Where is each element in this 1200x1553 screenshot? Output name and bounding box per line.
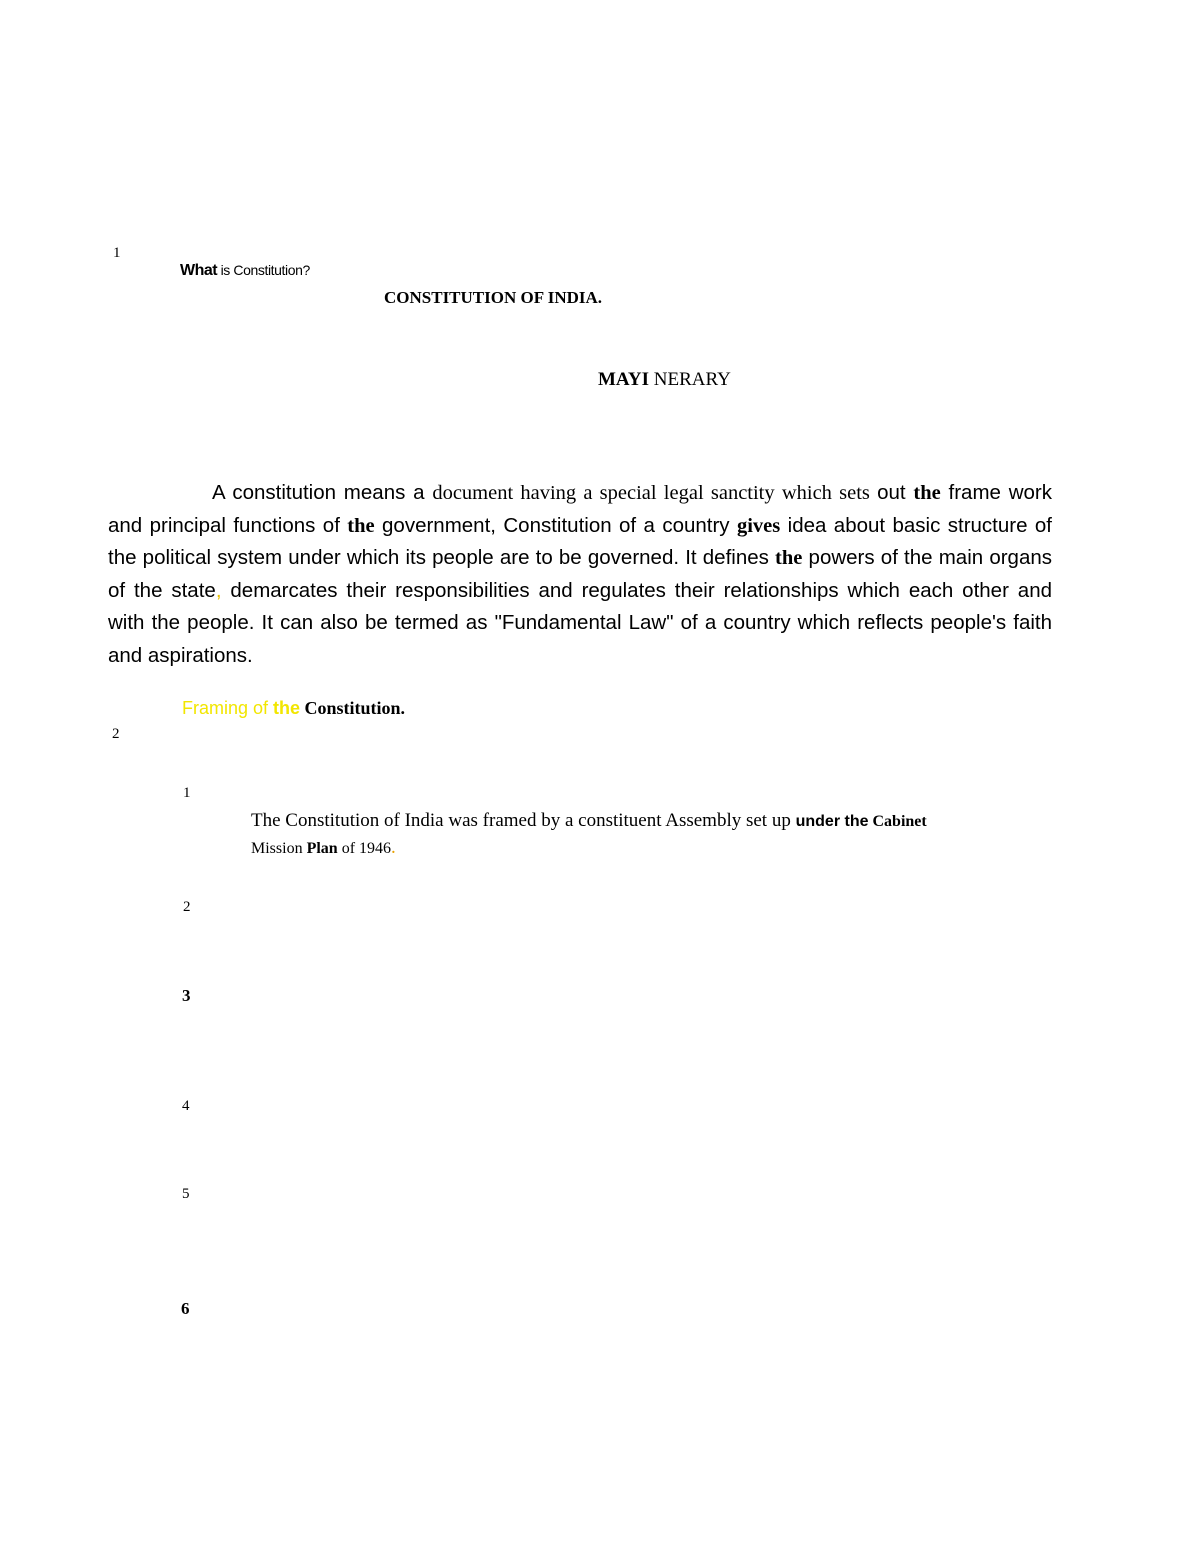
document-title: CONSTITUTION OF INDIA. — [384, 288, 603, 307]
list-item-1-text — [251, 808, 1051, 862]
question-rest: is Constitution? — [217, 262, 310, 278]
item1-text-year: of 1946 — [337, 840, 392, 857]
intro-comma: , — [215, 578, 222, 602]
intro-text-6: idea about basic structure of the political system under which its people are to be governed. It defines — [108, 513, 1052, 569]
intro-text-3: out — [877, 481, 914, 504]
intro-text-2: document having a special legal sanctity which sets — [432, 482, 878, 504]
intro-bold-gives: gives — [736, 514, 781, 537]
top-number: 1 — [113, 245, 121, 261]
author-last: NERARY — [649, 369, 731, 390]
question-bold: What — [180, 262, 218, 279]
item1-bold-under-the: under the — [795, 813, 869, 830]
section-heading — [182, 698, 405, 719]
section-heading-bold: Constitution. — [300, 698, 406, 718]
list-number-5: 5 — [182, 1186, 190, 1202]
intro-text-7: powers of the main organs of the state — [108, 546, 1052, 602]
intro-text-1: A constitution means a — [212, 481, 433, 504]
list-number-4: 4 — [182, 1098, 190, 1114]
intro-paragraph — [108, 477, 1052, 672]
item1-text-mission: Mission — [251, 840, 307, 857]
intro-text-4: frame work and principal functions of — [108, 481, 1052, 537]
list-number-1: 1 — [183, 785, 191, 801]
item1-bold-plan: Plan — [306, 840, 338, 857]
author-name — [598, 369, 731, 391]
section-number: 2 — [112, 726, 120, 742]
intro-text-5: government, Constitution of a country — [374, 513, 737, 537]
intro-bold-the-3: the — [775, 547, 803, 569]
list-number-6: 6 — [181, 1299, 190, 1318]
intro-bold-the-2: the — [347, 514, 375, 537]
item1-period: . — [391, 837, 396, 858]
author-first: MAYI — [598, 369, 650, 390]
item1-text-1: The Constitution of India was framed by a constituent Assembly set up — [251, 810, 796, 831]
section-heading-light: Framing of — [182, 698, 274, 718]
intro-bold-the-1: the — [913, 482, 941, 504]
section-heading-the: the — [273, 698, 301, 718]
question-line — [180, 262, 310, 280]
list-number-2: 2 — [183, 899, 191, 915]
intro-text-8: demarcates their responsibilities and regulates their relationships which each other and with the people. It can also be termed as "Fundamental Law" of a country which reflects people's faith and aspirations. — [108, 578, 1052, 667]
item1-bold-cabinet: Cabinet — [868, 813, 927, 830]
list-number-3: 3 — [182, 986, 191, 1005]
